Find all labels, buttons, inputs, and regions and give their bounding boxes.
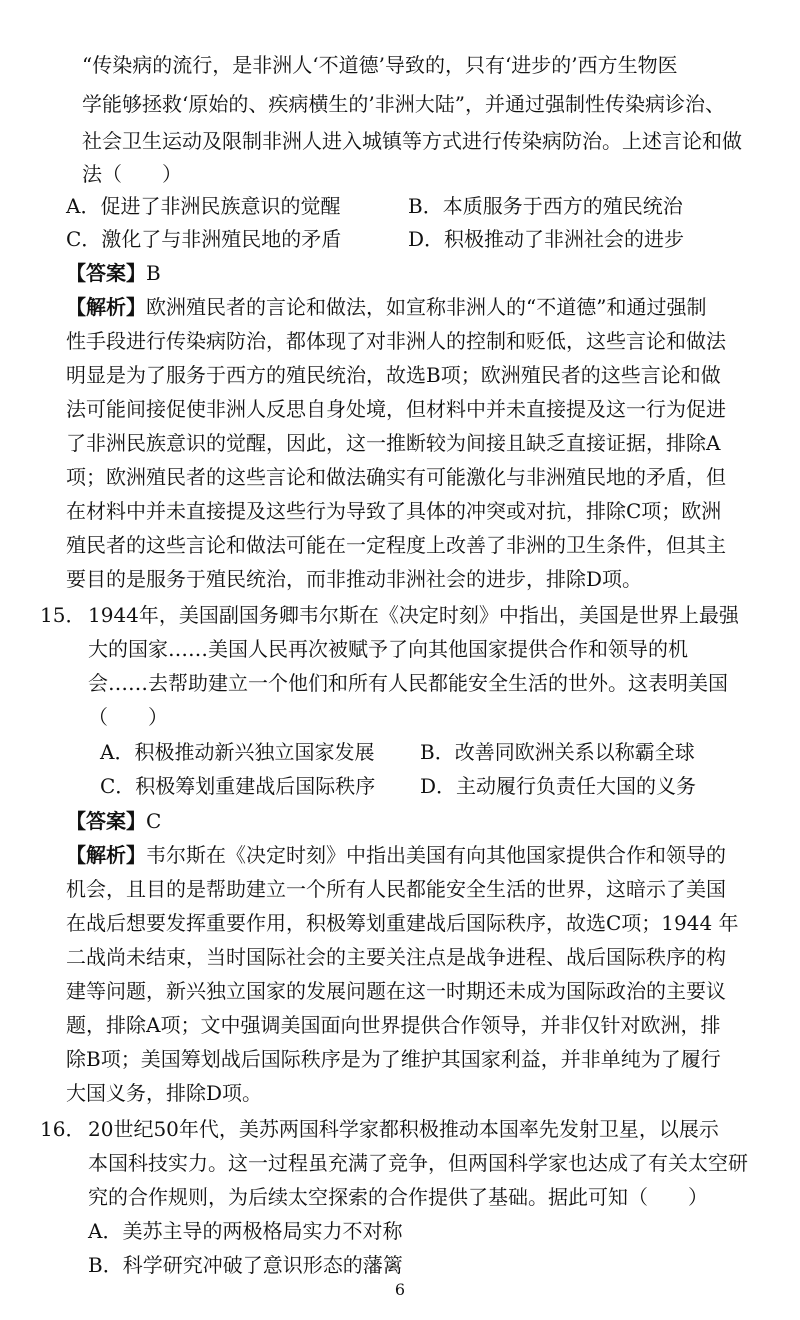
- q16-stem-line-1: 20世纪50年代，美苏两国科学家都积极推动本国率先发射卫星，以展示: [88, 1117, 719, 1141]
- q14-analysis-line-8: 殖民者的这些言论和做法可能在一定程度上改善了非洲的卫生条件，但其主: [66, 533, 726, 557]
- q14-analysis-line-3: 明显是为了服务于西方的殖民统治，故选B项；欧洲殖民者的这些言论和做: [66, 363, 721, 387]
- answer-label: 【答案】: [66, 809, 146, 833]
- page-number: 6: [394, 1280, 406, 1299]
- q14-analysis-line-7: 在材料中并未直接提及这些行为导致了具体的冲突或对抗，排除C项；欧洲: [66, 499, 722, 523]
- answer-value: C: [146, 809, 162, 833]
- answer-value: B: [146, 261, 161, 285]
- analysis-label: 【解析】: [66, 843, 146, 867]
- q15-answer: [66, 804, 750, 838]
- analysis-text: 韦尔斯在《决定时刻》中指出美国有向其他国家提供合作和领导的: [146, 843, 726, 867]
- q14-stem-line-2: 学能够拯救‘原始的、疾病横生的’非洲大陆”，并通过强制性传染病诊治、: [82, 92, 725, 116]
- q15-analysis-line-2: 机会，且目的是帮助建立一个所有人民都能安全生活的世界，这暗示了美国: [66, 877, 726, 901]
- q15-option-a: A．积极推动新兴独立国家发展: [100, 740, 375, 764]
- analysis-label: 【解析】: [66, 295, 146, 319]
- q16-option-a: A．美苏主导的两极格局实力不对称: [88, 1219, 403, 1243]
- q15-analysis-line-1: [66, 838, 750, 872]
- q14-option-d: D．积极推动了非洲社会的进步: [408, 227, 685, 251]
- q15-analysis-line-6: 题，排除A项；文中强调美国面向世界提供合作领导，并非仅针对欧洲，排: [66, 1013, 721, 1037]
- q15-analysis-line-3: 在战后想要发挥重要作用，积极筹划重建战后国际秩序，故选C项；1944 年: [66, 911, 739, 935]
- q15-analysis-line-8: 大国义务，排除D项。: [66, 1081, 263, 1105]
- q15-stem-line-1: 1944年，美国副国务卿韦尔斯在《决定时刻》中指出，美国是世界上最强: [88, 603, 739, 627]
- answer-label: 【答案】: [66, 261, 146, 285]
- q15-option-b: B．改善同欧洲关系以称霸全球: [420, 740, 695, 764]
- q14-stem-line-4: 法（ ）: [82, 162, 182, 186]
- q15-option-d: D．主动履行负责任大国的义务: [420, 774, 697, 798]
- q15-stem-line-3: 会……去帮助建立一个他们和所有人民都能安全生活的世外。这表明美国: [88, 671, 728, 695]
- q14-option-a: A．促进了非洲民族意识的觉醒: [66, 194, 341, 218]
- q14-option-c: C．激化了与非洲殖民地的矛盾: [66, 227, 342, 251]
- q16-stem-line-3: 究的合作规则，为后续太空探索的合作提供了基础。据此可知（ ）: [88, 1185, 708, 1209]
- q15-analysis-line-7: 除B项；美国筹划战后国际秩序是为了维护其国家利益，并非单纯为了履行: [66, 1047, 721, 1071]
- q14-analysis-line-2: 性手段进行传染病防治，都体现了对非洲人的控制和贬低，这些言论和做法: [66, 329, 726, 353]
- q16-stem-line-2: 本国科技实力。这一过程虽充满了竞争，但两国科学家也达成了有关太空研: [88, 1151, 748, 1175]
- q15-number: 15．: [40, 603, 86, 627]
- q15-stem-line-4: （ ）: [88, 705, 168, 729]
- q16-option-b: B．科学研究冲破了意识形态的藩篱: [88, 1253, 403, 1277]
- q14-stem-line-1: “传染病的流行，是非洲人‘不道德’导致的，只有‘进步的’西方生物医: [82, 53, 678, 77]
- q15-analysis-line-4: 二战尚未结束，当时国际社会的主要关注点是战争进程、战后国际秩序的构: [66, 945, 726, 969]
- q14-analysis-line-1: [66, 290, 750, 324]
- q15-option-c: C．积极筹划重建战后国际秩序: [100, 774, 376, 798]
- q16-number: 16．: [40, 1117, 86, 1141]
- q15-analysis-line-5: 建等问题，新兴独立国家的发展问题在这一时期还未成为国际政治的主要议: [66, 979, 726, 1003]
- q15-stem-line-2: 大的国家……美国人民再次被赋予了向其他国家提供合作和领导的机: [88, 637, 688, 661]
- q14-analysis-line-6: 项；欧洲殖民者的这些言论和做法确实有可能激化与非洲殖民地的矛盾，但: [66, 465, 726, 489]
- q14-analysis-line-9: 要目的是服务于殖民统治，而非推动非洲社会的进步，排除D项。: [66, 567, 643, 591]
- q14-analysis-line-5: 了非洲民族意识的觉醒，因此，这一推断较为间接且缺乏直接证据，排除A: [66, 431, 721, 455]
- q14-analysis-line-4: 法可能间接促使非洲人反思自身处境，但材料中并未直接提及这一行为促进: [66, 397, 726, 421]
- q14-stem-line-3: 社会卫生运动及限制非洲人进入城镇等方式进行传染病防治。上述言论和做: [82, 129, 742, 153]
- q14-answer: [66, 256, 750, 290]
- q14-option-b: B．本质服务于西方的殖民统治: [408, 194, 683, 218]
- analysis-text: 欧洲殖民者的言论和做法，如宣称非洲人的“不道德”和通过强制: [146, 295, 707, 319]
